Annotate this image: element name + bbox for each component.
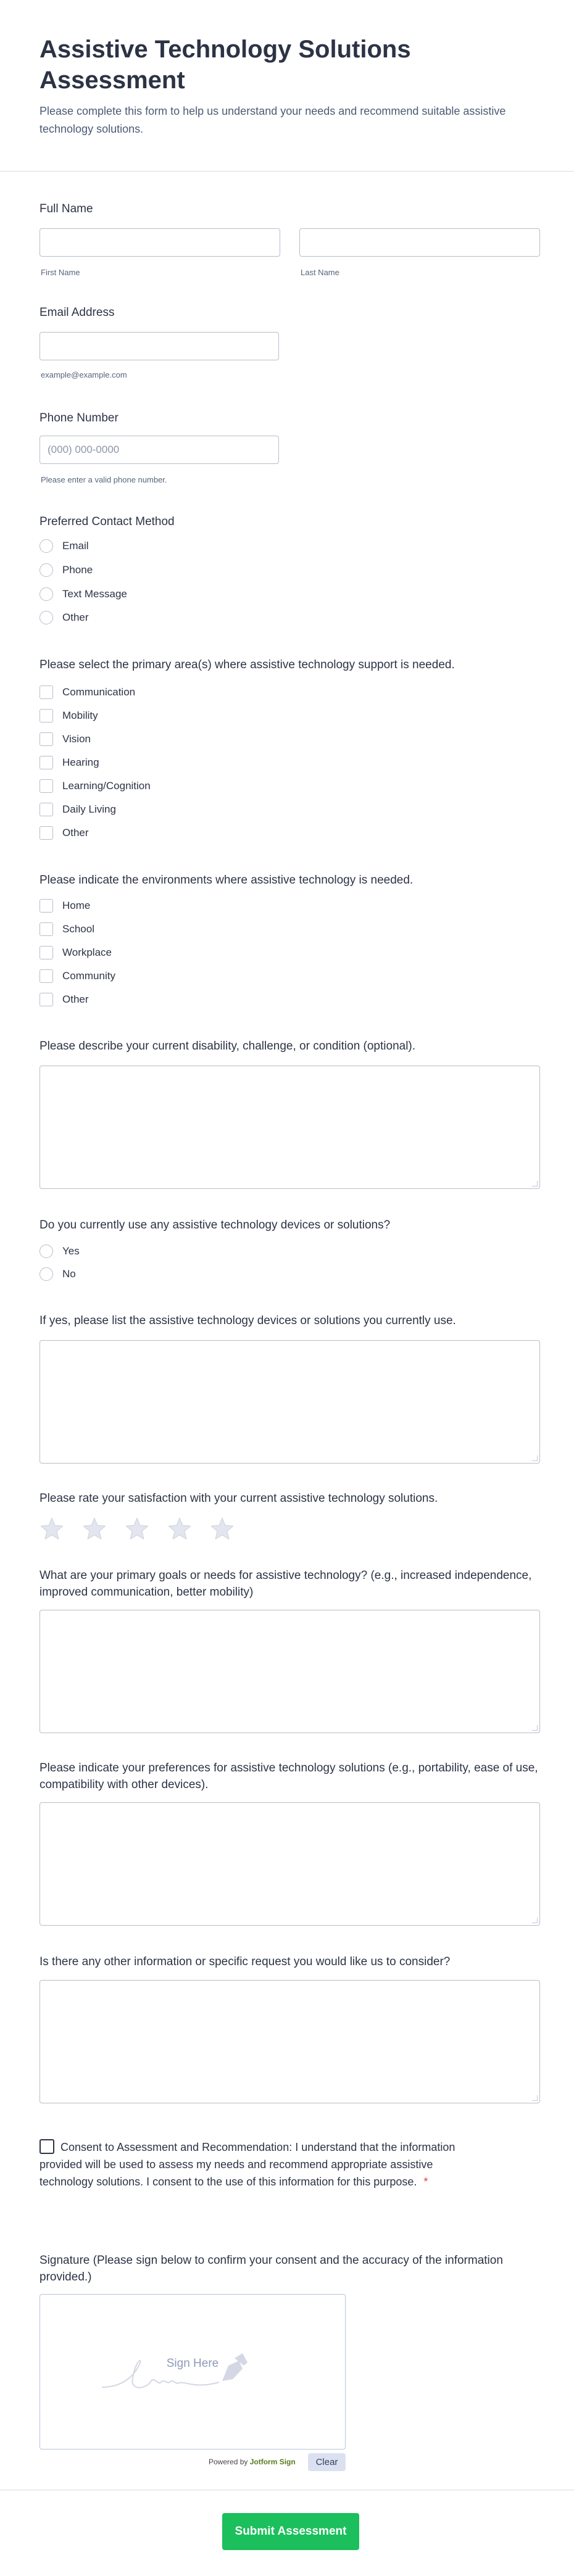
powered-by-text: Powered by bbox=[209, 2458, 248, 2466]
describe-textarea[interactable] bbox=[40, 1066, 540, 1189]
current-use-label: Do you currently use any assistive technology devices or solutions? bbox=[40, 1219, 391, 1232]
checkbox-option[interactable] bbox=[40, 731, 91, 747]
radio-button[interactable] bbox=[40, 587, 53, 601]
checkbox-option[interactable] bbox=[40, 945, 112, 961]
checkbox[interactable] bbox=[40, 803, 53, 816]
radio-button[interactable] bbox=[40, 1245, 53, 1258]
phone-label: Phone Number bbox=[40, 412, 119, 425]
powered-by bbox=[209, 2458, 296, 2466]
email-input[interactable] bbox=[40, 332, 279, 360]
first-name-input[interactable] bbox=[40, 228, 280, 257]
option-label: Other bbox=[62, 611, 89, 623]
checkbox[interactable] bbox=[40, 899, 53, 913]
areas-label: Please select the primary area(s) where assistive technology support is needed. bbox=[40, 658, 455, 671]
email-label: Email Address bbox=[40, 306, 115, 319]
star-icon[interactable] bbox=[40, 1517, 64, 1541]
resize-handle[interactable] bbox=[532, 2095, 538, 2101]
header-divider bbox=[0, 171, 574, 172]
checkbox[interactable] bbox=[40, 756, 53, 769]
resize-handle[interactable] bbox=[532, 1918, 538, 1923]
consent-text: Consent to Assessment and Recommendation: I understand that the information provided will be used to assess my needs and recommend appropriate assistive technology solutions. I consent to the use of this information for this purpose. bbox=[40, 2141, 455, 2188]
option-label: Text Message bbox=[62, 588, 127, 600]
radio-button[interactable] bbox=[40, 611, 53, 624]
resize-handle[interactable] bbox=[532, 1181, 538, 1187]
option-label: Yes bbox=[62, 1245, 80, 1257]
describe-label: Please describe your current disability, challenge, or condition (optional). bbox=[40, 1040, 416, 1053]
rating-label: Please rate your satisfaction with your current assistive technology solutions. bbox=[40, 1492, 438, 1505]
radio-option-no[interactable] bbox=[40, 1266, 76, 1282]
goals-textarea[interactable] bbox=[40, 1610, 540, 1733]
option-label: No bbox=[62, 1268, 76, 1280]
phone-input[interactable] bbox=[40, 436, 279, 464]
checkbox-option[interactable] bbox=[40, 801, 116, 818]
radio-button[interactable] bbox=[40, 539, 53, 553]
contact-method-label: Preferred Contact Method bbox=[40, 515, 175, 528]
star-icon[interactable] bbox=[125, 1517, 149, 1541]
checkbox[interactable] bbox=[40, 685, 53, 699]
first-name-sublabel: First Name bbox=[41, 268, 80, 277]
consent-checkbox[interactable] bbox=[40, 2139, 54, 2154]
last-name-input[interactable] bbox=[299, 228, 540, 257]
option-label: Community bbox=[62, 970, 115, 982]
consent-field bbox=[40, 2139, 459, 2190]
radio-button[interactable] bbox=[40, 563, 53, 577]
radio-option-phone[interactable] bbox=[40, 562, 93, 578]
phone-hint: Please enter a valid phone number. bbox=[41, 475, 167, 484]
list-devices-textarea[interactable] bbox=[40, 1340, 540, 1464]
checkbox[interactable] bbox=[40, 946, 53, 959]
preferences-textarea[interactable] bbox=[40, 1802, 540, 1926]
list-devices-label: If yes, please list the assistive technology devices or solutions you currently use. bbox=[40, 1314, 456, 1327]
preferences-label: Please indicate your preferences for assistive technology solutions (e.g., portability, ease of use, compatibility with other devices). bbox=[40, 1762, 538, 1791]
option-label: Daily Living bbox=[62, 803, 116, 815]
checkbox-option[interactable] bbox=[40, 708, 98, 724]
checkbox-option[interactable] bbox=[40, 684, 135, 700]
option-label: Other bbox=[62, 993, 89, 1005]
other-info-label: Is there any other information or specific request you would like us to consider? bbox=[40, 1955, 451, 1968]
signature-label: Signature (Please sign below to confirm your consent and the accuracy of the information provided.) bbox=[40, 2254, 503, 2284]
checkbox-option[interactable] bbox=[40, 968, 115, 984]
clear-signature-button[interactable]: Clear bbox=[308, 2453, 346, 2471]
checkbox[interactable] bbox=[40, 779, 53, 793]
checkbox[interactable] bbox=[40, 826, 53, 840]
radio-option-other[interactable] bbox=[40, 610, 89, 626]
star-icon[interactable] bbox=[210, 1517, 235, 1541]
checkbox[interactable] bbox=[40, 969, 53, 983]
star-icon[interactable] bbox=[167, 1517, 192, 1541]
full-name-label: Full Name bbox=[40, 202, 93, 215]
checkbox[interactable] bbox=[40, 922, 53, 936]
checkbox-option[interactable] bbox=[40, 778, 151, 794]
jotform-sign-brand: Jotform Sign bbox=[249, 2458, 296, 2466]
checkbox-option[interactable] bbox=[40, 898, 90, 914]
other-info-textarea[interactable] bbox=[40, 1980, 540, 2103]
environments-label: Please indicate the environments where assistive technology is needed. bbox=[40, 874, 414, 887]
option-label: Learning/Cognition bbox=[62, 780, 151, 792]
form-description: Please complete this form to help us understand your needs and recommend suitable assistive technology solutions. bbox=[40, 105, 506, 135]
signature-pad[interactable] bbox=[40, 2294, 346, 2450]
option-label: Hearing bbox=[62, 756, 99, 768]
option-label: Email bbox=[62, 540, 89, 552]
last-name-sublabel: Last Name bbox=[301, 268, 339, 277]
checkbox-option[interactable] bbox=[40, 755, 99, 771]
star-rating[interactable] bbox=[40, 1517, 235, 1541]
radio-option-email[interactable] bbox=[40, 538, 89, 554]
resize-handle[interactable] bbox=[532, 1725, 538, 1731]
radio-option-yes[interactable] bbox=[40, 1243, 80, 1259]
submit-button[interactable]: Submit Assessment bbox=[222, 2513, 359, 2550]
option-label: Phone bbox=[62, 564, 93, 576]
option-label: School bbox=[62, 923, 94, 935]
radio-button[interactable] bbox=[40, 1267, 53, 1281]
option-label: Vision bbox=[62, 733, 91, 745]
option-label: Home bbox=[62, 900, 91, 911]
checkbox-option[interactable] bbox=[40, 825, 89, 841]
option-label: Communication bbox=[62, 686, 136, 698]
checkbox[interactable] bbox=[40, 709, 53, 723]
option-label: Mobility bbox=[62, 710, 98, 721]
goals-label: What are your primary goals or needs for assistive technology? (e.g., increased independence, improved communication, better mobility) bbox=[40, 1569, 532, 1599]
required-asterisk: * bbox=[423, 2176, 428, 2188]
checkbox-option[interactable] bbox=[40, 921, 94, 937]
resize-handle[interactable] bbox=[532, 1456, 538, 1461]
star-icon[interactable] bbox=[82, 1517, 107, 1541]
form-title: Assistive Technology Solutions Assessment bbox=[40, 36, 411, 94]
checkbox[interactable] bbox=[40, 732, 53, 746]
sign-here-text: Sign Here bbox=[166, 2357, 219, 2370]
checkbox[interactable] bbox=[40, 993, 53, 1006]
option-label: Other bbox=[62, 827, 89, 839]
option-label: Workplace bbox=[62, 946, 112, 958]
checkbox-option[interactable] bbox=[40, 992, 89, 1008]
radio-option-text[interactable] bbox=[40, 586, 127, 602]
email-hint: example@example.com bbox=[41, 370, 127, 379]
